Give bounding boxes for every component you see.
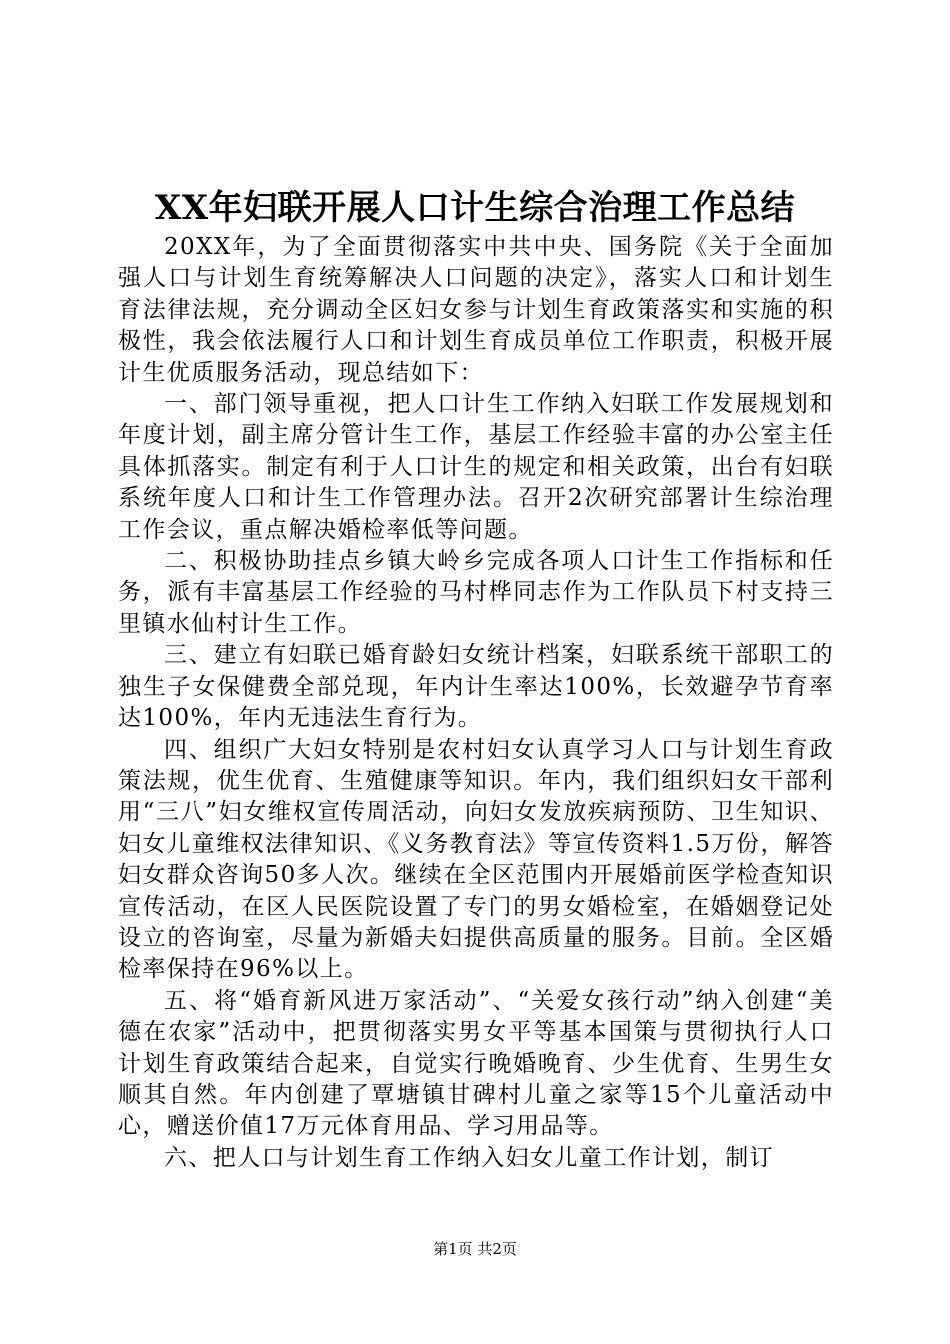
paragraph-section-1: 一、部门领导重视，把人口计生工作纳入妇联工作发展规划和年度计划，副主席分管计生工作，基层工作经验丰富的办公室主任具体抓落实。制定有利于人口计生的规定和相关政策，出台有妇联系统年度人口和计生工作管理办法。召开2次研究部署计生综治理工作会议，重点解决婚检率低等问题。 [118, 391, 834, 543]
document-title: XX年妇联开展人口计生综合治理工作总结 [154, 188, 796, 228]
document-body [118, 232, 834, 1174]
paragraph-section-4: 四、组织广大妇女特别是农村妇女认真学习人口与计划生育政策法规，优生优育、生殖健康等知识。年内，我们组织妇女干部利用“三八”妇女维权宣传周活动，向妇女发放疾病预防、卫生知识、妇女儿童维权法律知识、《义务教育法》等宣传资料1.5万份，解答妇女群众咨询50多人次。继续在全区范围内开展婚前医学检查知识宣传活动，在区人民医院设置了专门的男女婚检室，在婚姻登记处设立的咨询室，尽量为新婚夫妇提供高质量的服务。目前。全区婚检率保持在96%以上。 [118, 736, 834, 983]
paragraph-section-6: 六、把人口与计划生育工作纳入妇女儿童工作计划，制订 [164, 1144, 774, 1171]
page-number-footer: 第1页 共2页 [433, 1240, 517, 1258]
paragraph-section-3: 三、建立有妇联已婚育龄妇女统计档案，妇联系统干部职工的独生子女保健费全部兑现，年内计生率达100%，长效避孕节育率达100%，年内无违法生育行为。 [118, 642, 834, 732]
paragraph-section-2: 二、积极协助挂点乡镇大岭乡完成各项人口计生工作指标和任务，派有丰富基层工作经验的马村桦同志作为工作队员下村支持三里镇水仙村计生工作。 [118, 548, 834, 637]
paragraph-section-5: 五、将“婚育新风进万家活动”、“关爱女孩行动”纳入创建“美德在农家”活动中，把贯彻落实男女平等基本国策与贯彻执行人口计划生育政策结合起来，自觉实行晚婚晚育、少生优育、生男生女顺其自然。年内创建了覃塘镇甘碑村儿童之家等15个儿童活动中心，赠送价值17万元体育用品、学习用品等。 [118, 987, 834, 1140]
paragraph-intro: 20XX年，为了全面贯彻落实中共中央、国务院《关于全面加强人口与计划生育统筹解决人口问题的决定》，落实人口和计划生育法律法规，充分调动全区妇女参与计划生育政策落实和实施的积极性，我会依法履行人口和计划生育成员单位工作职责，积极开展计生优质服务活动，现总结如下： [118, 234, 834, 386]
